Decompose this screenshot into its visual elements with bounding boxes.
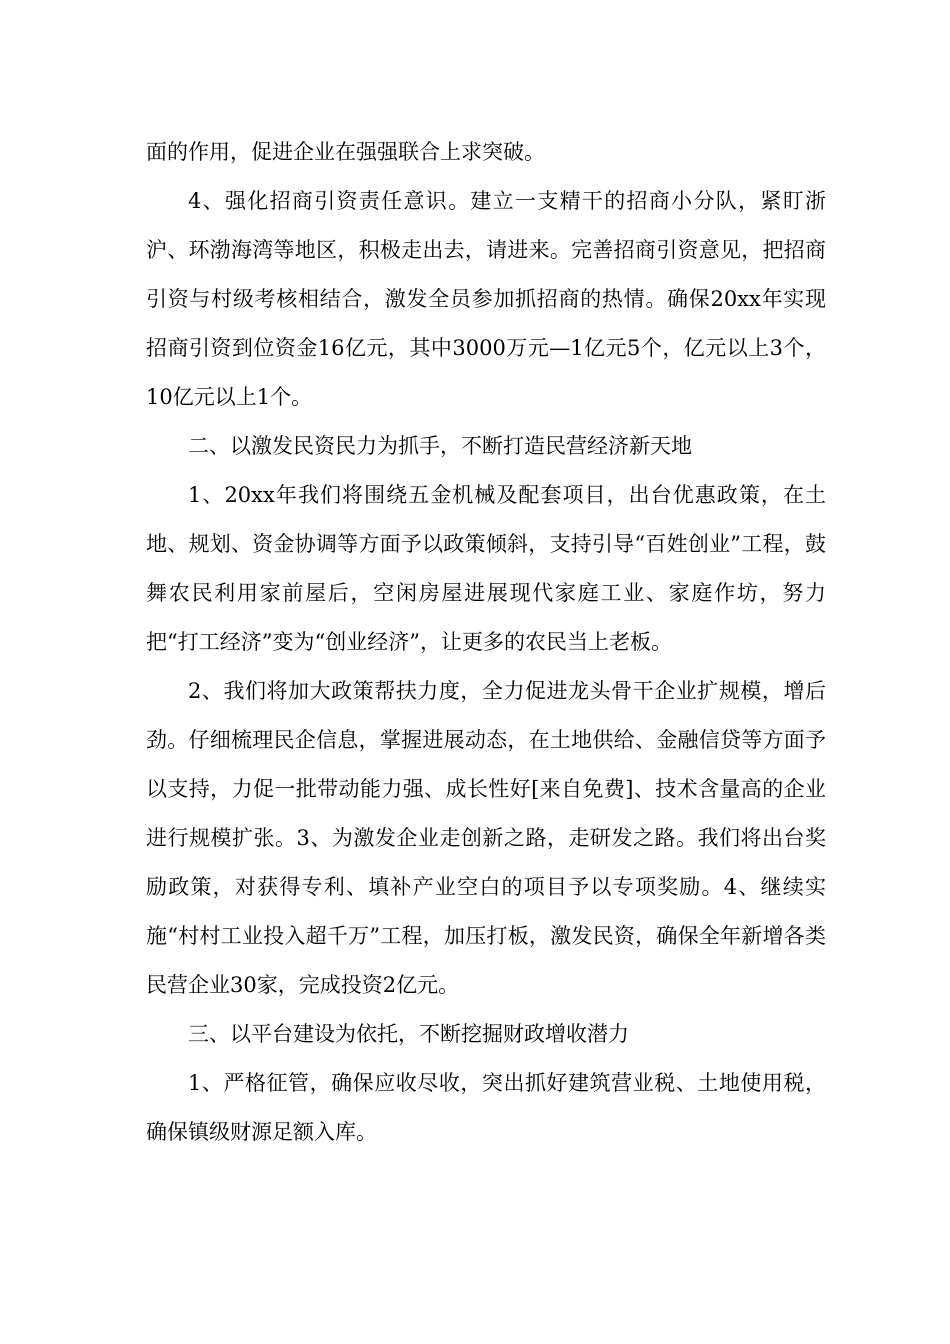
- paragraph-tax-collection: 1、严格征管，确保应收尽收，突出抓好建筑营业税、土地使用税，确保镇级财源足额入库。: [146, 1071, 826, 1144]
- document-body: [146, 128, 826, 1157]
- paragraph-investment-responsibility: 4、强化招商引资责任意识。建立一支精干的招商小分队，紧盯浙沪、环渤海湾等地区，积极走出去，请进来。完善招商引资意见，把招商引资与村级考核相结合，激发全员参加抓招商的热情。确保20xx年实现招商引资到位资金16亿元，其中3000万元—1亿元5个，亿元以上3个，10亿元以上1个。: [146, 189, 826, 409]
- paragraph-entrepreneurship-policy: 1、20xx年我们将围绕五金机械及配套项目，出台优惠政策，在土地、规划、资金协调等方面予以政策倾斜，支持引导“百姓创业”工程，鼓舞农民利用家前屋后，空闲房屋进展现代家庭工业、家庭作坊，努力把“打工经济”变为“创业经济”，让更多的农民当上老板。: [146, 483, 826, 654]
- paragraph-continuation: 面的作用，促进企业在强强联合上求突破。: [146, 140, 545, 164]
- section-heading-private-economy: 二、以激发民资民力为抓手，不断打造民营经济新天地: [188, 434, 692, 458]
- section-heading-fiscal-revenue: 三、以平台建设为依托，不断挖掘财政增收潜力: [188, 1022, 629, 1046]
- paragraph-enterprise-support: 2、我们将加大政策帮扶力度，全力促进龙头骨干企业扩规模，增后劲。仔细梳理民企信息，掌握进展动态，在土地供给、金融信贷等方面予以支持，力促一批带动能力强、成长性好[来自免费]、技术含量高的企业进行规模扩张。3、为激发企业走创新之路，走研发之路。我们将出台奖励政策，对获得专利、填补产业空白的项目予以专项奖励。4、继续实施“村村工业投入超千万”工程，加压打板，激发民资，确保全年新增各类民营企业30家，完成投资2亿元。: [146, 679, 826, 997]
